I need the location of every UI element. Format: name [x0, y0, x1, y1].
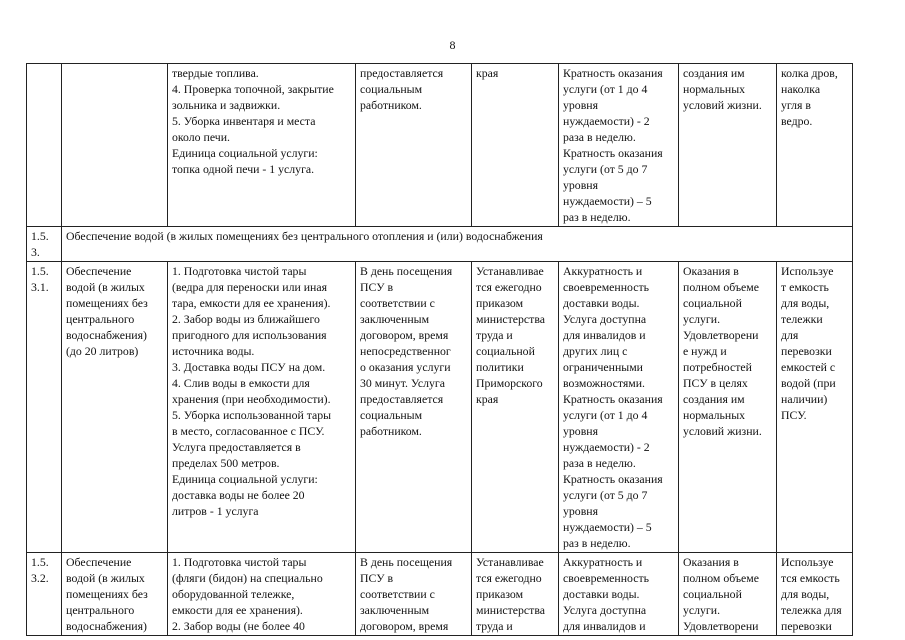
cell-text-line: (до 20 литров) — [66, 344, 139, 358]
cell-text-line: тара, емкости для ее хранения). — [172, 296, 331, 310]
cell-text-line: 4. Слив воды в емкости для — [172, 376, 310, 390]
service-result-cell — [679, 262, 777, 553]
cell-text-line: 1.5. — [31, 229, 49, 243]
cell-text-line: водоснабжения) — [66, 619, 147, 633]
cell-text-line: центрального — [66, 312, 135, 326]
cell-text-line: раз в неделю. — [563, 536, 631, 550]
cell-text-line: социальным — [360, 408, 423, 422]
cell-text-line: водой (в жилых — [66, 571, 145, 585]
service-terms-cell — [356, 64, 472, 227]
cell-text-line: края — [476, 392, 499, 406]
cell-text-line: перевозки — [781, 344, 832, 358]
table-row — [27, 553, 853, 636]
cell-text-line: В день посещения — [360, 264, 453, 278]
table-row — [27, 262, 853, 553]
cell-text-line: Удовлетворени — [683, 328, 759, 342]
cell-text-line: Единица социальной услуги: — [172, 146, 318, 160]
cell-text-line: 3. Доставка воды ПСУ на дом. — [172, 360, 326, 374]
cell-text-line: Аккуратность и — [563, 264, 643, 278]
cell-text-line: Приморского — [476, 376, 543, 390]
cell-text-line: колка дров, — [781, 66, 838, 80]
cell-text-line: Единица социальной услуги: — [172, 472, 318, 486]
cell-text-line: Используе — [781, 555, 834, 569]
cell-text-line: 3.2. — [31, 571, 49, 585]
cell-text-line: 1.5. — [31, 555, 49, 569]
cell-text-line: емкости для ее хранения). — [172, 603, 303, 617]
cell-text-line: водой (при — [781, 376, 836, 390]
cell-text-line: договором, время — [360, 619, 449, 633]
cell-text-line: нормальных — [683, 82, 746, 96]
service-quality-cell — [559, 64, 679, 227]
cell-text-line: края — [476, 66, 499, 80]
cell-text-line: предоставляется — [360, 392, 444, 406]
cell-text-line: угля в — [781, 98, 811, 112]
cell-text-line: для воды, — [781, 587, 830, 601]
cell-text-line: условий жизни. — [683, 98, 762, 112]
cell-text-line: ограниченными — [563, 360, 643, 374]
cell-text-line: предоставляется — [360, 66, 444, 80]
cell-text-line: 2. Забор воды (не более 40 — [172, 619, 305, 633]
cell-text-line: других лиц с — [563, 344, 628, 358]
cell-text-line: социальным — [360, 82, 423, 96]
cell-text-line: нуждаемости) - 2 — [563, 114, 650, 128]
row-number-cell — [27, 262, 62, 553]
service-result-cell — [679, 64, 777, 227]
cell-text-line: 4. Проверка топочной, закрытие — [172, 82, 334, 96]
cell-text-line: источника воды. — [172, 344, 255, 358]
cell-text-line: Услуга предоставляется в — [172, 440, 301, 454]
cell-text-line: создания им — [683, 66, 745, 80]
section-number-cell — [27, 227, 62, 262]
section-title-cell — [62, 227, 853, 262]
cell-text-line: заключенным — [360, 312, 430, 326]
cell-text-line: ПСУ в целях — [683, 376, 748, 390]
cell-text-line: топка одной печи - 1 услуга. — [172, 162, 315, 176]
cell-text-line: ведро. — [781, 114, 813, 128]
cell-text-line: Кратность оказания — [563, 66, 663, 80]
cell-text-line: доставки воды. — [563, 296, 640, 310]
service-terms-cell — [356, 553, 472, 636]
cell-text-line: водой (в жилых — [66, 280, 145, 294]
cell-text-line: тележка для — [781, 603, 842, 617]
cell-text-line: Обеспечение — [66, 264, 132, 278]
cell-text-line: приказом — [476, 587, 524, 601]
cell-text-line: литров - 1 услуга — [172, 504, 259, 518]
cell-text-line: 1. Подготовка чистой тары — [172, 555, 307, 569]
cell-text-line: услуги. — [683, 312, 721, 326]
service-name-cell — [62, 262, 168, 553]
cell-text-line: социальной — [683, 587, 742, 601]
service-description-cell — [168, 64, 356, 227]
cell-text-line: непосредственног — [360, 344, 451, 358]
cell-text-line: зольника и задвижки. — [172, 98, 281, 112]
cell-text-line: полном объеме — [683, 280, 759, 294]
cell-text-line: соответствии с — [360, 587, 435, 601]
cell-text-line: услуги (от 5 до 7 — [563, 488, 648, 502]
cell-text-line: тележки — [781, 312, 823, 326]
service-description-cell — [168, 553, 356, 636]
cell-text-line: для — [781, 328, 799, 342]
cell-text-line: ПСУ в — [360, 571, 394, 585]
cell-text-line: условий жизни. — [683, 424, 762, 438]
service-description-cell — [168, 262, 356, 553]
cell-text-line: 1. Подготовка чистой тары — [172, 264, 307, 278]
cell-text-line: труда и — [476, 328, 513, 342]
cell-text-line: услуги. — [683, 603, 721, 617]
cell-text-line: Удовлетворени — [683, 619, 759, 633]
cell-text-line: 30 минут. Услуга — [360, 376, 445, 390]
cell-text-line: наколка — [781, 82, 821, 96]
cell-text-line: (фляги (бидон) на специально — [172, 571, 323, 585]
cell-text-line: работником. — [360, 424, 422, 438]
cell-text-line: 3.1. — [31, 280, 49, 294]
cell-text-line: Кратность оказания — [563, 392, 663, 406]
cell-text-line: тся ежегодно — [476, 571, 542, 585]
cell-text-line: Оказания в — [683, 264, 739, 278]
cell-text-line: пределах 500 метров. — [172, 456, 280, 470]
row-number-cell — [27, 553, 62, 636]
service-conditions-cell — [777, 262, 853, 553]
services-table — [26, 63, 853, 636]
cell-text-line: доставки воды. — [563, 587, 640, 601]
cell-text-line: Аккуратность и — [563, 555, 643, 569]
cell-text-line: 3. — [31, 245, 40, 259]
cell-text-line: т емкость — [781, 280, 829, 294]
cell-text-line: оборудованной тележке, — [172, 587, 295, 601]
cell-text-line: труда и — [476, 619, 513, 633]
service-terms-cell — [356, 262, 472, 553]
cell-text-line: Кратность оказания — [563, 472, 663, 486]
cell-text-line: Оказания в — [683, 555, 739, 569]
cell-text-line: помещениях без — [66, 587, 148, 601]
cell-text-line: услуги (от 1 до 4 — [563, 408, 648, 422]
service-name-cell — [62, 64, 168, 227]
cell-text-line: министерства — [476, 312, 545, 326]
cell-text-line: ПСУ в — [360, 280, 394, 294]
cell-text-line: Услуга доступна — [563, 603, 647, 617]
cell-text-line: раз в неделю. — [563, 210, 631, 224]
cell-text-line: 5. Уборка использованной тары — [172, 408, 332, 422]
service-rate-cell — [472, 64, 559, 227]
service-conditions-cell — [777, 64, 853, 227]
service-conditions-cell — [777, 553, 853, 636]
cell-text-line: соответствии с — [360, 296, 435, 310]
cell-text-line: помещениях без — [66, 296, 148, 310]
cell-text-line: услуги (от 1 до 4 — [563, 82, 648, 96]
row-number-cell — [27, 64, 62, 227]
cell-text-line: уровня — [563, 504, 599, 518]
cell-text-line: своевременность — [563, 280, 649, 294]
cell-text-line: министерства — [476, 603, 545, 617]
service-result-cell — [679, 553, 777, 636]
service-name-cell — [62, 553, 168, 636]
cell-text-line: Устанавливае — [476, 555, 544, 569]
cell-text-line: е нужд и — [683, 344, 727, 358]
cell-text-line: уровня — [563, 178, 599, 192]
cell-text-line: политики — [476, 360, 524, 374]
cell-text-line: хранения (при необходимости). — [172, 392, 331, 406]
cell-text-line: создания им — [683, 392, 745, 406]
cell-text-line: нуждаемости) - 2 — [563, 440, 650, 454]
cell-text-line: для инвалидов и — [563, 619, 646, 633]
cell-text-line: тся емкость — [781, 571, 840, 585]
cell-text-line: услуги (от 5 до 7 — [563, 162, 648, 176]
service-quality-cell — [559, 553, 679, 636]
section-header-row — [27, 227, 853, 262]
service-rate-cell — [472, 553, 559, 636]
cell-text-line: емкостей с — [781, 360, 836, 374]
cell-text-line: возможностями. — [563, 376, 645, 390]
section-title: Обеспечение водой (в жилых помещениях без центрального отопления и (или) водоснабжения — [66, 229, 543, 243]
cell-text-line: водоснабжения) — [66, 328, 147, 342]
cell-text-line: раза в неделю. — [563, 456, 636, 470]
cell-text-line: приказом — [476, 296, 524, 310]
cell-text-line: для воды, — [781, 296, 830, 310]
cell-text-line: нормальных — [683, 408, 746, 422]
cell-text-line: договором, время — [360, 328, 449, 342]
cell-text-line: уровня — [563, 98, 599, 112]
cell-text-line: работником. — [360, 98, 422, 112]
cell-text-line: Обеспечение — [66, 555, 132, 569]
service-rate-cell — [472, 262, 559, 553]
cell-text-line: центрального — [66, 603, 135, 617]
cell-text-line: перевозки — [781, 619, 832, 633]
cell-text-line: пригодного для использования — [172, 328, 327, 342]
cell-text-line: в место, согласованное с ПСУ. — [172, 424, 325, 438]
cell-text-line: доставка воды не более 20 — [172, 488, 305, 502]
cell-text-line: потребностей — [683, 360, 752, 374]
cell-text-line: нуждаемости) – 5 — [563, 520, 652, 534]
cell-text-line: нуждаемости) – 5 — [563, 194, 652, 208]
cell-text-line: Кратность оказания — [563, 146, 663, 160]
cell-text-line: 1.5. — [31, 264, 49, 278]
cell-text-line: социальной — [476, 344, 535, 358]
cell-text-line: 5. Уборка инвентаря и места — [172, 114, 316, 128]
cell-text-line: Устанавливае — [476, 264, 544, 278]
cell-text-line: около печи. — [172, 130, 230, 144]
table-row — [27, 64, 853, 227]
cell-text-line: для инвалидов и — [563, 328, 646, 342]
cell-text-line: В день посещения — [360, 555, 453, 569]
page-number: 8 — [449, 38, 456, 52]
cell-text-line: 2. Забор воды из ближайшего — [172, 312, 320, 326]
cell-text-line: уровня — [563, 424, 599, 438]
cell-text-line: тся ежегодно — [476, 280, 542, 294]
cell-text-line: о оказания услуги — [360, 360, 451, 374]
cell-text-line: заключенным — [360, 603, 430, 617]
service-quality-cell — [559, 262, 679, 553]
cell-text-line: раза в неделю. — [563, 130, 636, 144]
cell-text-line: своевременность — [563, 571, 649, 585]
cell-text-line: (ведра для переноски или иная — [172, 280, 328, 294]
cell-text-line: ПСУ. — [781, 408, 807, 422]
cell-text-line: Услуга доступна — [563, 312, 647, 326]
cell-text-line: Используе — [781, 264, 834, 278]
cell-text-line: твердые топлива. — [172, 66, 259, 80]
cell-text-line: полном объеме — [683, 571, 759, 585]
cell-text-line: социальной — [683, 296, 742, 310]
cell-text-line: наличии) — [781, 392, 828, 406]
